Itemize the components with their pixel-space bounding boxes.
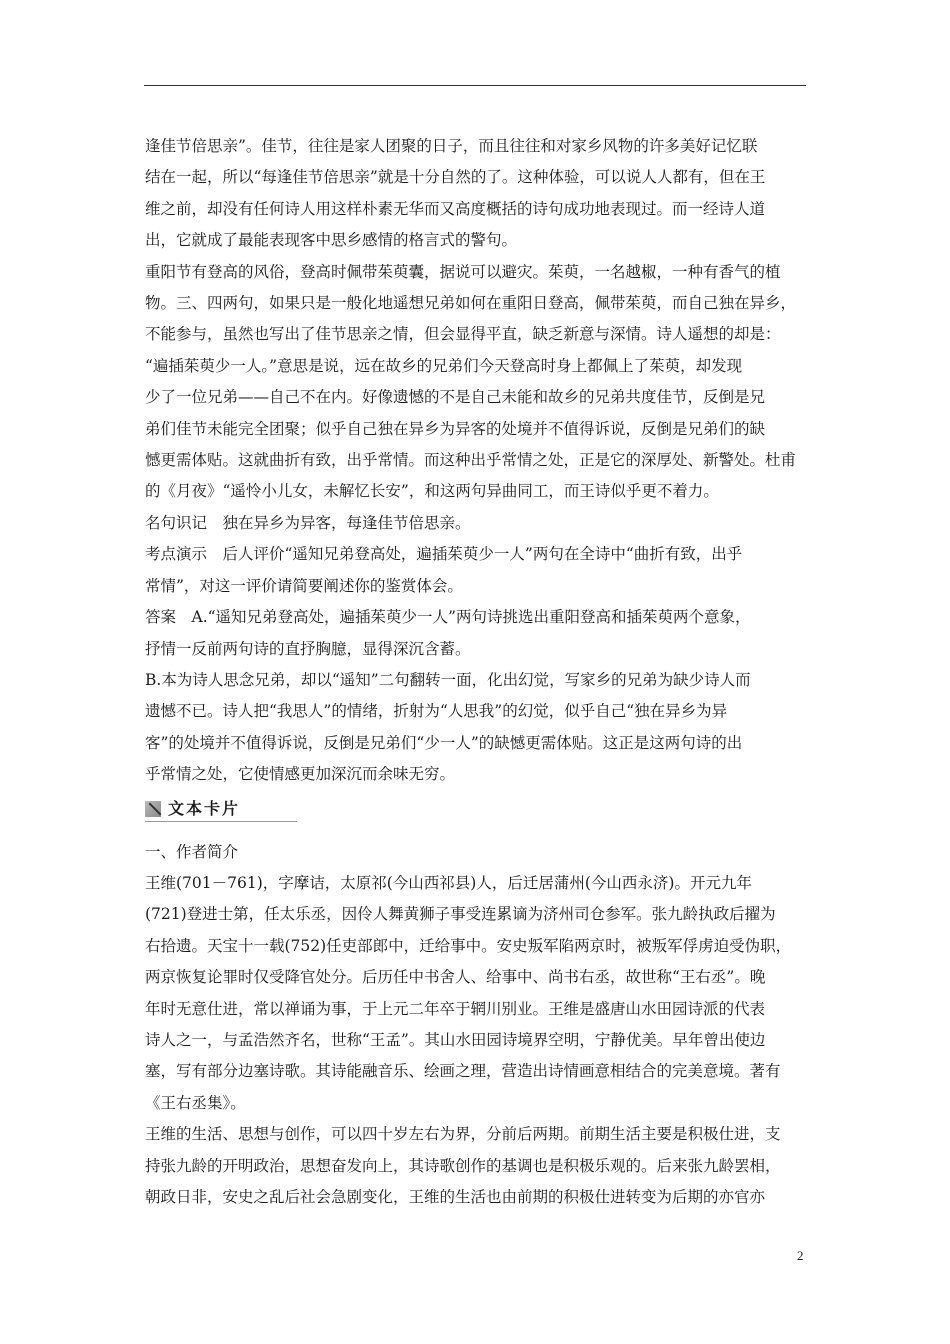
text-line: 《王右丞集》。 (145, 1093, 246, 1112)
text-line: 维之前，却没有任何诗人用这样朴素无华而又高度概括的诗句成功地表现过。而一经诗人道 (145, 199, 766, 218)
text-line: “遍插茱萸少一人。”意思是说，远在故乡的兄弟们今天登高时身上都佩上了茱萸，却发现 (145, 356, 743, 375)
corner-triangle-icon (145, 801, 161, 817)
text-line: B.本为诗人思念兄弟，却以“遥知”二句翻转一面，化出幻觉，写家乡的兄弟为缺少诗人而 (145, 670, 751, 689)
text-line: 朝政日非，安史之乱后社会急剧变化，王维的生活也由前期的积极仕进转变为后期的亦官亦 (145, 1188, 766, 1206)
text-block-author (145, 837, 807, 1214)
text-line: 乎常情之处，它使情感更加深沉而余味无穷。 (145, 765, 456, 784)
text-line: (721)登进士第，任太乐丞，因伶人舞黄狮子事受连累谪为济州司仓参军。张九龄执政后擢为 (145, 905, 776, 924)
header-rule (144, 85, 806, 86)
text-line: 塞，写有部分边塞诗歌。其诗能融音乐、绘画之理，营造出诗情画意相结合的完美意境。著有 (145, 1062, 781, 1081)
text-line: 憾更需体贴。这就曲折有致，出乎常情。而这种出乎常情之处，正是它的深厚处、新警处。杜甫 (145, 451, 797, 470)
text-line: 年时无意仕进，常以禅诵为事，于上元二年卒于辋川别业。王维是盛唐山水田园诗派的代表 (145, 999, 766, 1018)
text-line: 不能参与，虽然也写出了佳节思亲之情，但会显得平直，缺乏新意与深情。诗人遥想的却是： (145, 325, 781, 344)
text-line: 王维的生活、思想与创作，可以四十岁左右为界，分前后两期。前期生活主要是积极仕进，支 (145, 1125, 781, 1144)
section-header-text-card (145, 793, 297, 825)
text-line: 考点演示 后人评价“遥知兄弟登高处，遍插茱萸少一人”两句在全诗中“曲折有致，出乎 (145, 545, 743, 564)
text-line: 弟们佳节未能完全团聚；似乎自己独在异乡为异客的处境并不值得诉说，反倒是兄弟们的缺 (145, 419, 766, 438)
text-line: 答案 A.“遥知兄弟登高处，遍插茱萸少一人”两句诗挑选出重阳登高和插茱萸两个意象， (145, 608, 751, 627)
text-line: 结在一起，所以“每逢佳节倍思亲”就是十分自然的了。这种体验，可以说人人都有，但在王 (145, 168, 766, 187)
text-line: 诗人之一，与孟浩然齐名，世称“王孟”。其山水田园诗境界空明，宁静优美。早年曾出使边 (145, 1030, 766, 1049)
text-line: 的《月夜》“遥怜小儿女，未解忆长安”，和这两句异曲同工，而王诗似乎更不着力。 (145, 482, 719, 501)
page-number: 2 (797, 1248, 804, 1263)
text-line: 右拾遗。天宝十一载(752)任吏部郎中，迁给事中。安史叛军陷两京时，被叛军俘虏迫受伪职， (145, 936, 792, 955)
text-line: 重阳节有登高的风俗，登高时佩带茱萸囊，据说可以避灾。茱萸，一名越椒，一种有香气的植 (145, 262, 781, 281)
section-title: 文本卡片 (168, 798, 241, 818)
text-line: 抒情一反前两句诗的直抒胸臆，显得深沉含蓄。 (145, 639, 471, 658)
text-line: 王维(701－761)，字摩诘，太原祁(今山西祁县)人，后迁居蒲州(今山西永济)。开元九年 (145, 873, 752, 892)
body-text (145, 131, 807, 1213)
text-line: 少了一位兄弟——自己不在内。好像遗憾的不是自己未能和故乡的兄弟共度佳节，反倒是兄 (145, 388, 766, 407)
text-line: 物。三、四两句，如果只是一般化地遥想兄弟如何在重阳日登高，佩带茱萸，而自己独在异乡， (145, 294, 797, 313)
text-line: 持张九龄的开明政治，思想奋发向上，其诗歌创作的基调也是积极乐观的。后来张九龄罢相， (145, 1156, 781, 1175)
text-line: 一、作者简介 (145, 842, 239, 861)
section-underline (145, 821, 297, 822)
text-line: 出，它就成了最能表现客中思乡感情的格言式的警句。 (145, 231, 518, 250)
text-line: 两京恢复论罪时仅受降官处分。后历任中书舍人、给事中、尚书右丞，故世称“王右丞”。晚 (145, 968, 766, 987)
text-line: 遗憾不已。诗人把“我思人”的情绪，折射为“人思我”的幻觉，似乎自己“独在异乡为异 (145, 702, 728, 721)
text-line: 客”的处境并不值得诉说，反倒是兄弟们“少一人”的缺憾更需体贴。这正是这两句诗的出 (145, 733, 743, 752)
text-line: 常情”，对这一评价请简要阐述你的鉴赏体会。 (145, 576, 463, 595)
text-block-analysis (145, 131, 807, 791)
text-line: 逢佳节倍思亲”。佳节，往往是家人团聚的日子，而且往往和对家乡风物的许多美好记忆联 (145, 137, 758, 155)
text-line: 名句识记 独在异乡为异客，每逢佳节倍思亲。 (145, 513, 471, 532)
